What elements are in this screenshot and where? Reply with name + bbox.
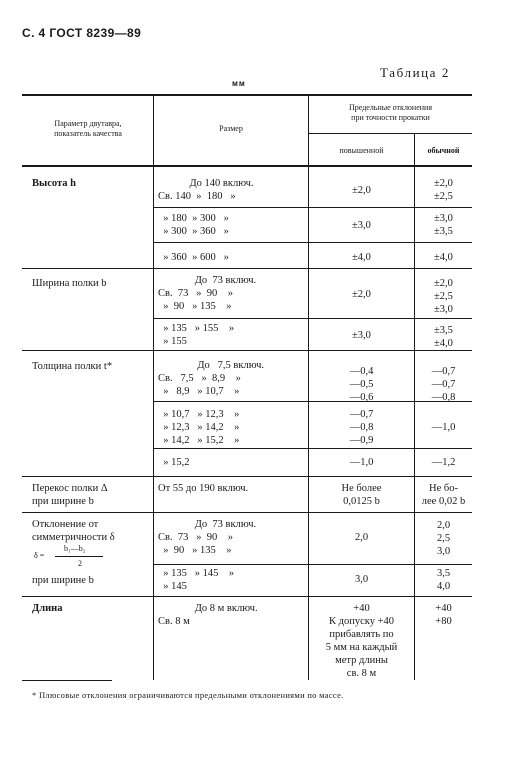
col-header-increased: повышенной (339, 146, 384, 155)
size-cell: До 73 включ. Св. 73 » 90 » » 90 » 135 » (158, 275, 257, 312)
size-cell: От 55 до 190 включ. (158, 483, 249, 494)
normal-cell: —0,7 —0,7 —0,8 (431, 366, 456, 403)
param-cell-tail: при ширине b (32, 575, 94, 586)
row-rule (22, 268, 472, 269)
table-top-rule (22, 94, 472, 96)
increased-cell: +40 К допуску +40 прибавлять по 5 мм на каждый метр длины св. 8 м (325, 603, 398, 679)
increased-cell: —0,7 —0,8 —0,9 (349, 409, 374, 446)
size-cell: До 8 м включ. Св. 8 м (158, 603, 258, 627)
size-cell: » 135 » 155 » » 155 (163, 323, 235, 347)
increased-cell: ±2,0 (352, 185, 371, 196)
col-header-param: Параметр двутавра, показатель качества (54, 119, 122, 138)
param-cell: Высота h (32, 178, 76, 189)
deviations-sub-rule (308, 133, 472, 134)
symmetry-formula-numerator: b₁—b₂ (64, 544, 86, 553)
row-rule (22, 512, 472, 513)
increased-cell: 2,0 (354, 532, 369, 543)
increased-cell: ±3,0 (352, 220, 371, 231)
page-header: С. 4 ГОСТ 8239—89 (22, 26, 142, 40)
symmetry-formula-denominator: 2 (78, 559, 82, 568)
size-cell: » 15,2 (158, 457, 190, 468)
header-bottom-rule (22, 165, 472, 167)
col-header-deviations: Предельные отклонения при точности прокатки (348, 103, 433, 122)
row-rule (22, 350, 472, 351)
normal-cell: ±2,0 ±2,5 (434, 178, 453, 202)
footnote: * Плюсовые отклонения ограничиваются предельными отклонениями по массе. (32, 690, 344, 700)
param-cell: Ширина полки b (32, 278, 107, 289)
normal-cell: ±2,0 ±2,5 ±3,0 (434, 278, 453, 315)
param-cell: Длина (32, 603, 63, 614)
normal-cell: ±4,0 (434, 252, 453, 263)
param-cell: Толщина полки t* (32, 361, 113, 372)
size-cell: » 135 » 145 » » 145 (163, 568, 235, 592)
row-rule (22, 476, 472, 477)
size-cell: » 10,7 » 12,3 » » 12,3 » 14,2 » » 14,2 » 15,2 » (163, 409, 240, 446)
increased-cell: ±3,0 (352, 330, 371, 341)
size-cell: До 7,5 включ. Св. 7,5 » 8,9 » » 8,9 » 10,7 » (158, 360, 265, 397)
row-rule (153, 242, 472, 243)
normal-cell: 2,0 2,5 3,0 (436, 520, 451, 557)
symmetry-formula-bar (55, 556, 103, 557)
normal-cell: 3,5 4,0 (436, 568, 451, 592)
size-cell: До 73 включ. Св. 73 » 90 » » 90 » 135 » (158, 519, 257, 556)
normal-cell: ±3,5 ±4,0 (434, 325, 453, 349)
normal-cell: ±3,0 ±3,5 (434, 213, 453, 237)
size-cell: До 140 включ. Св. 140 » 180 » (158, 178, 254, 202)
param-cell: Отклонение от симметричности δ (32, 519, 115, 543)
increased-cell: ±4,0 (352, 252, 371, 263)
table-label: Таблица 2 (380, 65, 450, 80)
increased-cell: 3,0 (354, 574, 369, 585)
col-header-normal: обычной (427, 146, 460, 155)
param-cell: Перекос полки Δ при ширине b (32, 483, 108, 507)
symmetry-formula-lhs: δ = (34, 551, 45, 560)
increased-cell: —1,0 (349, 457, 374, 468)
row-rule (153, 318, 472, 319)
increased-cell: Не более 0,0125 b (341, 483, 382, 507)
increased-cell: ±2,0 (352, 289, 371, 300)
footnote-rule (22, 680, 112, 681)
normal-cell: —1,2 (431, 457, 456, 468)
row-rule (22, 596, 472, 597)
row-rule (153, 207, 472, 208)
size-cell: » 180 » 300 » » 300 » 360 » (163, 213, 229, 237)
normal-cell: Не бо- лее 0,02 b (421, 483, 466, 507)
normal-cell: +40 +80 (435, 603, 452, 627)
col-divider (153, 94, 154, 680)
increased-cell: —0,4 —0,5 —0,6 (349, 366, 374, 403)
normal-cell: —1,0 (431, 422, 456, 433)
size-cell: » 360 » 600 » (158, 252, 229, 263)
unit-label: мм (232, 79, 246, 88)
row-rule (153, 448, 472, 449)
col-header-size: Размер (219, 124, 243, 133)
row-rule (153, 564, 472, 565)
